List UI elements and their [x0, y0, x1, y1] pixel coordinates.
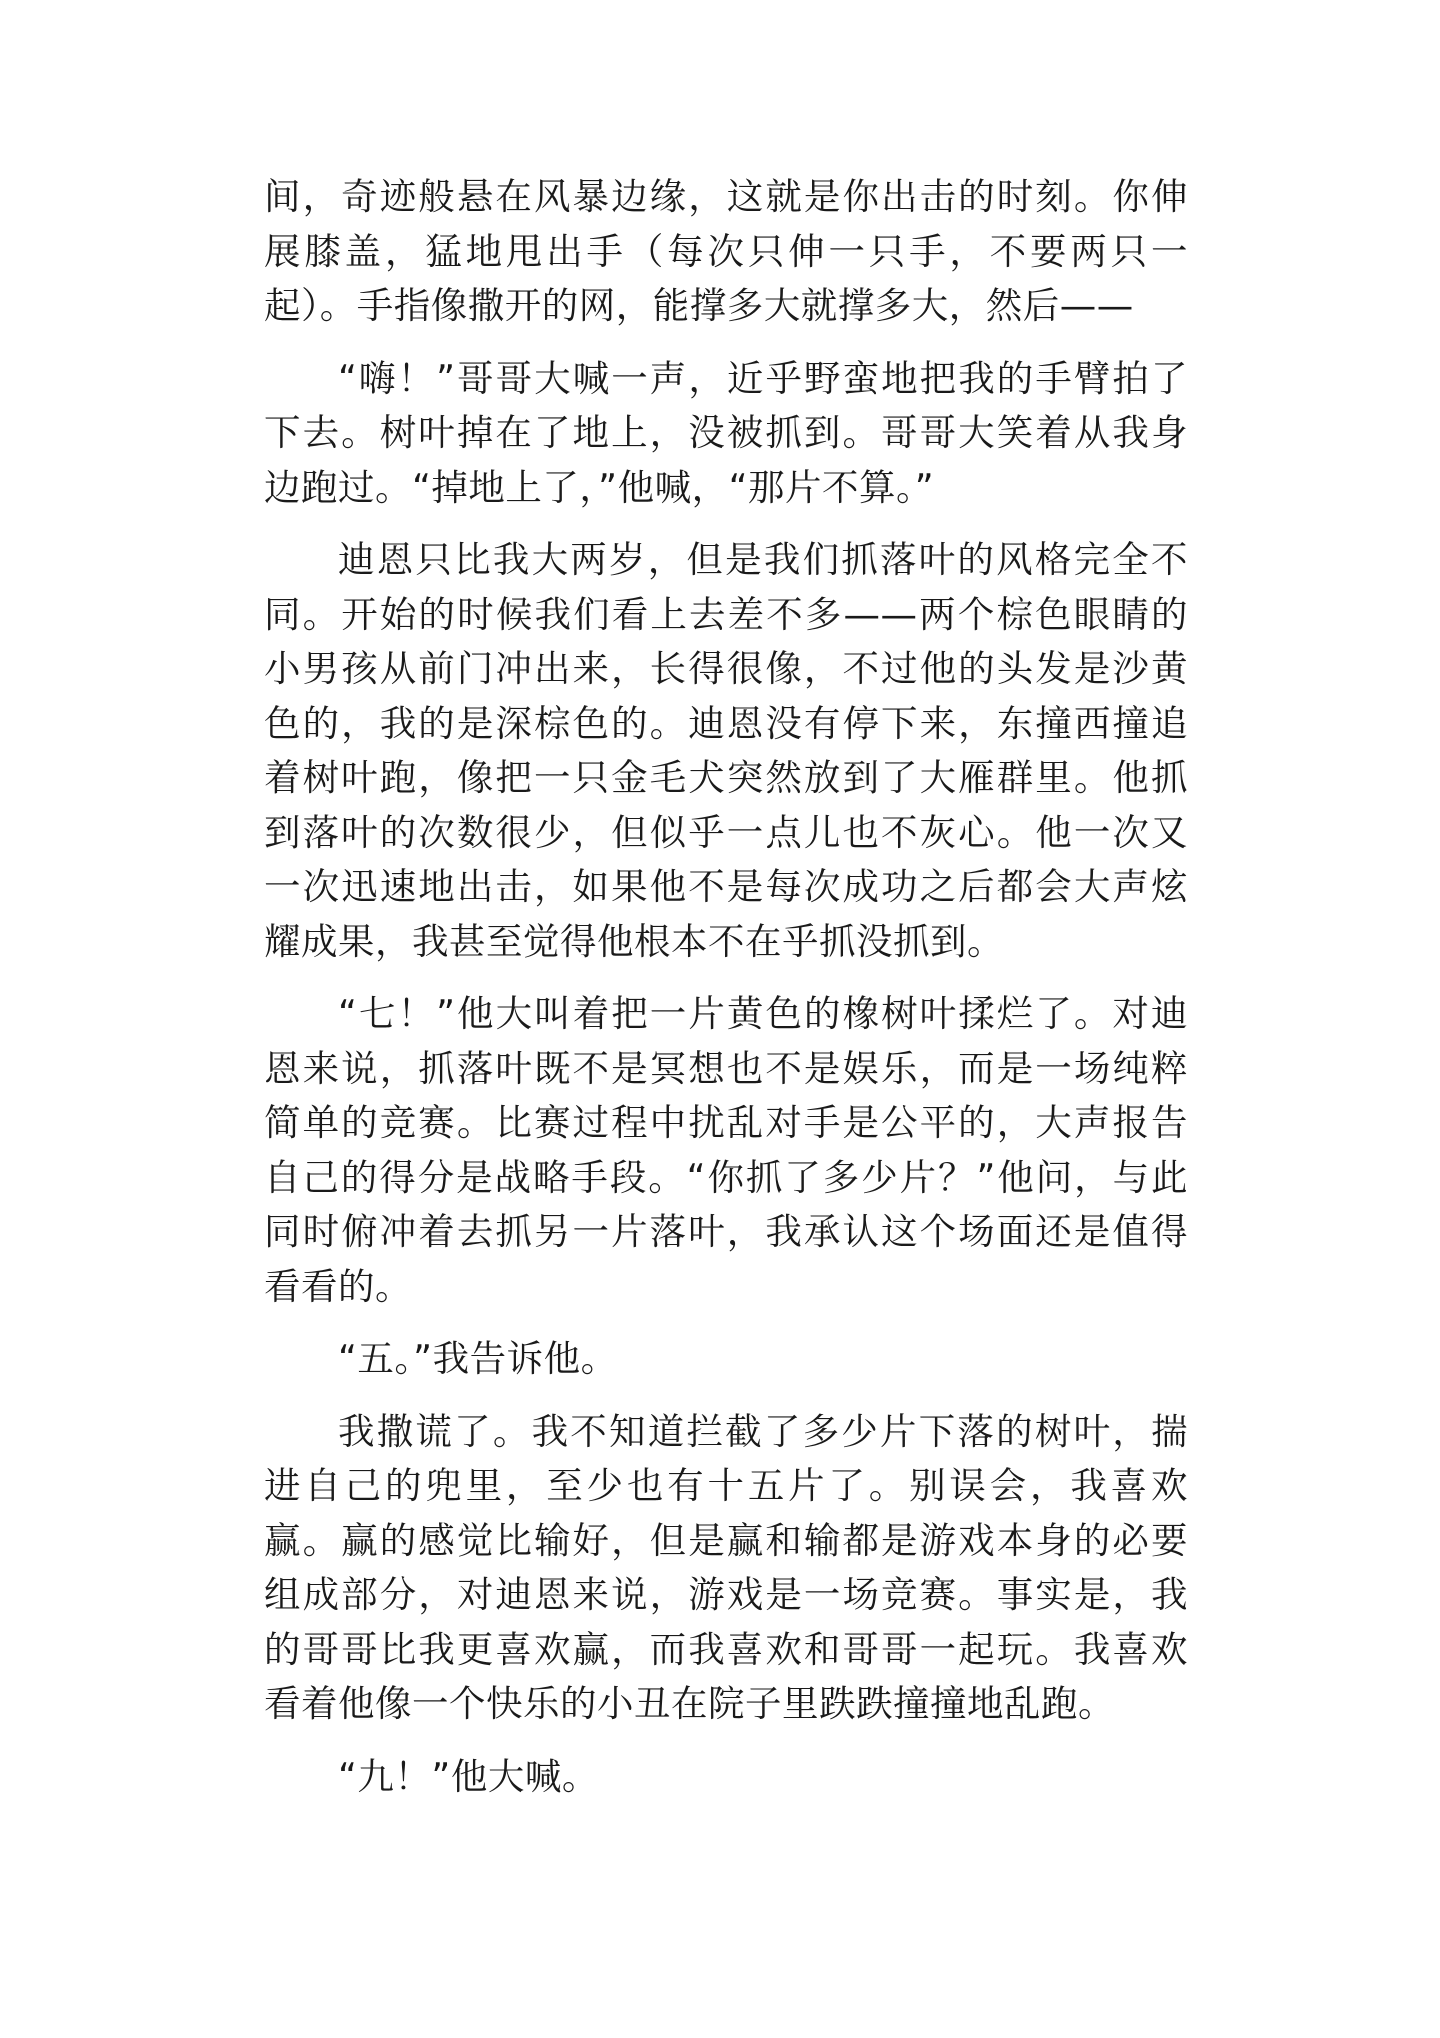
- paragraph-6: 我撒谎了。我不知道拦截了多少片下落的树叶，揣进自己的兜里，至少也有十五片了。别误会，我喜欢赢。赢的感觉比输好，但是赢和输都是游戏本身的必要组成部分，对迪恩来说，游戏是一场竞赛。事实是，我的哥哥比我更喜欢赢，而我喜欢和哥哥一起玩。我喜欢看着他像一个快乐的小丑在院子里跌跌撞撞地乱跑。: [264, 1409, 1188, 1725]
- paragraph-4: “七！”他大叫着把一片黄色的橡树叶揉烂了。对迪恩来说，抓落叶既不是冥想也不是娱乐，而是一场纯粹简单的竞赛。比赛过程中扰乱对手是公平的，大声报告自己的得分是战略手段。“你抓了多少片？”他问，与此同时俯冲着去抓另一片落叶，我承认这个场面还是值得看看的。: [264, 992, 1188, 1308]
- paragraph-7: “九！”他大喊。: [338, 1754, 599, 1798]
- paragraph-3: 迪恩只比我大两岁，但是我们抓落叶的风格完全不同。开始的时候我们看上去差不多——两个棕色眼睛的小男孩从前门冲出来，长得很像，不过他的头发是沙黄色的，我的是深棕色的。迪恩没有停下来，东撞西撞追着树叶跑，像把一只金毛犬突然放到了大雁群里。他抓到落叶的次数很少，但似乎一点儿也不灰心。他一次又一次迅速地出击，如果他不是每次成功之后都会大声炫耀成果，我甚至觉得他根本不在乎抓没抓到。: [264, 538, 1188, 963]
- paragraph-2: “嗨！”哥哥大喊一声，近乎野蛮地把我的手臂拍了下去。树叶掉在了地上，没被抓到。哥哥大笑着从我身边跑过。“掉地上了，”他喊，“那片不算。”: [264, 356, 1188, 509]
- body-text: [264, 170, 1188, 1822]
- paragraph-5: “五。”我告诉他。: [338, 1337, 618, 1380]
- paragraph-1: 间，奇迹般悬在风暴边缘，这就是你出击的时刻。你伸展膝盖，猛地甩出手（每次只伸一只手，不要两只一起）。手指像撒开的网，能撑多大就撑多大，然后——: [264, 175, 1188, 327]
